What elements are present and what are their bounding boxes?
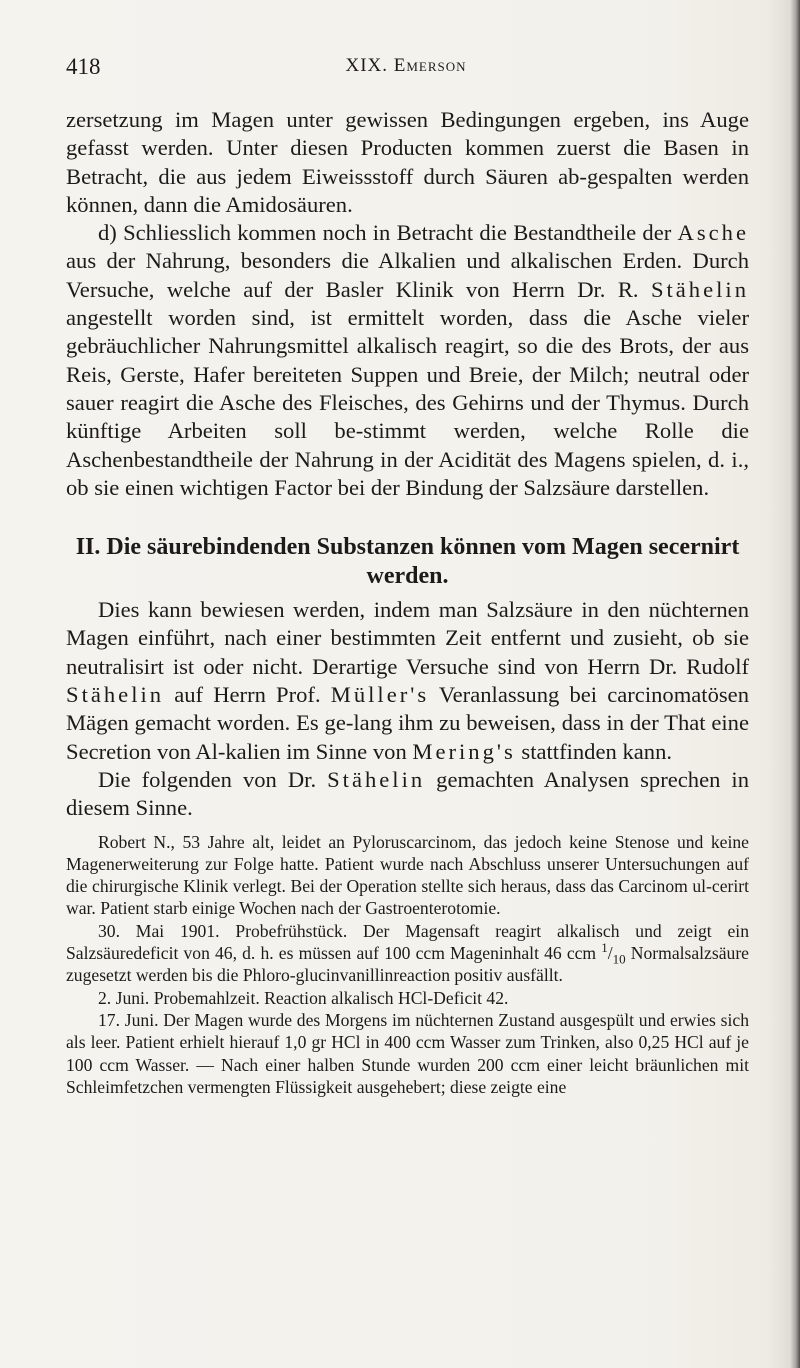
text-run: Veranlassung bei carcinomatösen Mägen gemacht worden. Es ge-lang ihm zu beweisen, dass in der That eine Secretion von Al-kalien im Sinne von [66, 682, 749, 764]
page-edge-shadow [790, 0, 800, 1368]
paragraph-continuation: zersetzung im Magen unter gewissen Bedingungen ergeben, ins Auge gefasst werden. Unter diesen Producten kommen zuerst die Basen in Betracht, die aus jedem Eiweissstoff durch Säuren ab-gespalten werden können, dann die Amidosäuren. [66, 107, 749, 217]
section-heading: II. Die säurebindenden Substanzen können vom Magen secernirt werden. [75, 534, 740, 589]
emphasis-staehelin: Stähelin [327, 766, 426, 792]
emphasis-staehelin: Stähelin [66, 682, 165, 708]
page-number: 418 [66, 54, 101, 79]
page-header [66, 52, 746, 92]
text-run: gemachten Analysen sprechen in diesem Sinne. [66, 766, 749, 821]
page-body [66, 106, 749, 1098]
text-run: Normalsalzsäure zugesetzt werden bis die Phloro-glucinvanillinreaction positiv ausfällt. [66, 943, 749, 986]
emphasis-staehelin: Stähelin [650, 276, 749, 302]
text-run: Die folgenden von Dr. [98, 766, 328, 792]
case-entry-30-mai [66, 920, 749, 987]
case-entry-2-juni: 2. Juni. Probemahlzeit. Reaction alkalisch HCl-Deficit 42. [98, 987, 509, 1008]
fraction-numerator: 1 [601, 940, 608, 956]
emphasis-asche: Asche [677, 220, 749, 246]
text-run: angestellt worden sind, ist ermittelt worden, dass die Asche vieler gebräuchlicher Nahrungsmittel alkalisch reagirt, so die des Brots, der aus Reis, Gerste, Hafer bereiteten Suppen und Breie, der Milch; neutral oder sauer reagirt die Asche des Fleisches, des Gehirns und der Thymus. Durch künftige Arbeiten soll be-stimmt werden, welche Rolle die Aschenbestandtheile der Nahrung in der Acidität des Magens spielen, d. i., ob sie einen wichtigen Factor bei der Bindung der Salzsäure darstellen. [66, 305, 749, 500]
paragraph-experiments [66, 596, 749, 766]
main-text [66, 106, 749, 823]
text-run: Dies kann bewiesen werden, indem man Salzsäure in den nüchternen Magen einführt, nach einer bestimmten Zeit entfernt und zusieht, ob sie neutralisirt ist oder nicht. Derartige Versuche sind von Herrn Dr. Rudolf [66, 597, 749, 679]
emphasis-mueller: Müller's [330, 682, 430, 708]
paragraph-analyses [66, 766, 749, 823]
fraction-denominator: 10 [612, 951, 626, 967]
case-intro: Robert N., 53 Jahre alt, leidet an Pyloruscarcinom, das jedoch keine Stenose und keine Magenerweiterung zur Folge hatte. Patient wurde nach Abschluss unserer Untersuchungen auf die chirurgische Klinik verlegt. Bei der Operation stellte sich heraus, dass das Carcinom ul-cerirt war. Patient starb einige Wochen nach der Gastroenterotomie. [66, 831, 749, 919]
text-run: stattfinden kann. [515, 738, 673, 764]
running-head: XIX. Emerson [345, 55, 467, 76]
text-run: auf Herrn Prof. [164, 682, 331, 708]
case-entry-17-juni: 17. Juni. Der Magen wurde des Morgens im nüchternen Zustand ausgespült und erwies sich als leer. Patient erhielt hierauf 1,0 gr HCl in 400 ccm Wasser zum Trinken, also 0,25 HCl auf je 100 ccm Wasser. — Nach einer halben Stunde wurden 200 ccm einer leicht bräunlichen mit Schleimfetzchen vermengten Flüssigkeit ausgehebert; diese zeigte eine [66, 1009, 749, 1097]
text-run: 30. Mai 1901. Probefrühstück. Der Magensaft reagirt alkalisch und zeigt ein Salzsäuredeficit von 46, d. h. es müssen auf 100 ccm Mageninhalt 46 ccm [66, 920, 749, 964]
emphasis-mering: Mering's [412, 738, 516, 764]
case-report [66, 831, 749, 1099]
fraction-slash: / [607, 943, 613, 964]
paragraph-ash [66, 219, 749, 502]
text-run: d) Schliesslich kommen noch in Betracht die Bestandtheile der [98, 220, 678, 246]
text-run: aus der Nahrung, besonders die Alkalien und alkalischen Erden. Durch Versuche, welche auf der Basler Klinik von Herrn Dr. R. [66, 248, 749, 302]
